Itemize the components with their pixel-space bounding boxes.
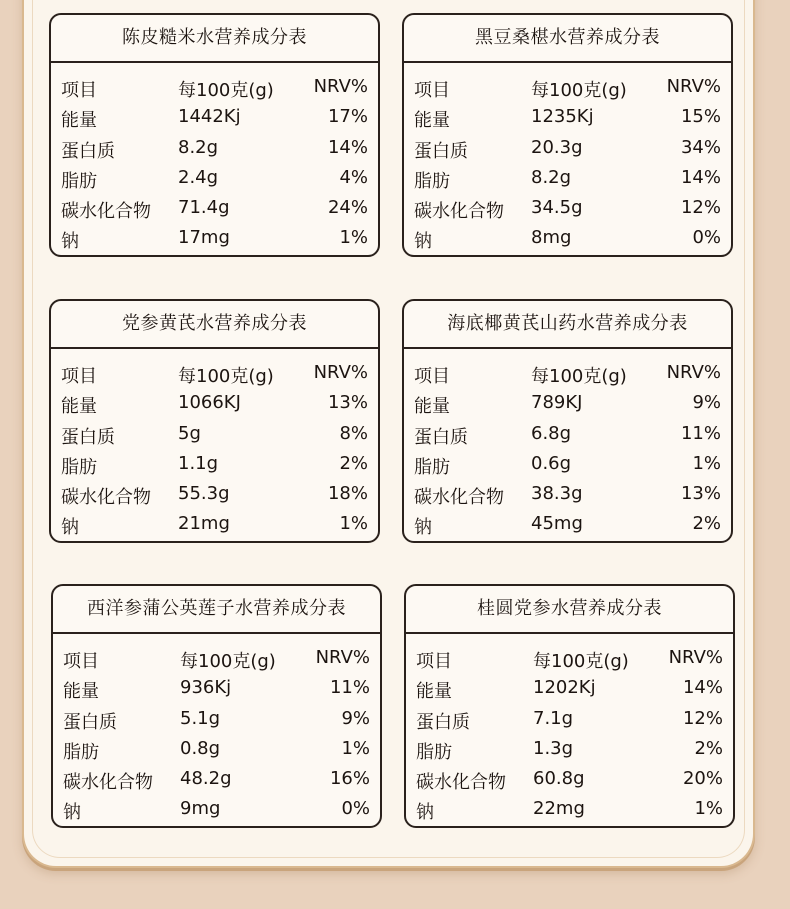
nutrient-name: 脂肪: [61, 170, 97, 192]
nutrient-name: 碳水化合物: [414, 201, 504, 223]
nrv-percent: 2%: [692, 513, 721, 535]
amount-per-100g: 936Kj: [180, 677, 232, 699]
amount-per-100g: 60.8g: [533, 768, 585, 790]
nrv-percent: 16%: [329, 768, 370, 790]
nrv-percent: NRV%: [313, 362, 368, 383]
nrv-percent: 4%: [339, 166, 368, 188]
nutrient-name: 碳水化合物: [61, 487, 151, 509]
nrv-percent: 13%: [327, 392, 368, 414]
nrv-percent: 17%: [327, 106, 368, 128]
table-row: [51, 133, 378, 163]
nrv-percent: NRV%: [315, 647, 370, 668]
amount-per-100g: 每100克(g): [180, 651, 276, 672]
nutrient-name: 蛋白质: [61, 140, 115, 162]
table-row: [53, 704, 380, 734]
amount-per-100g: 22mg: [533, 798, 585, 820]
table-row: [51, 449, 378, 479]
amount-per-100g: 45mg: [531, 513, 583, 535]
card-rows: [51, 63, 378, 254]
nrv-percent: 2%: [694, 737, 723, 759]
nrv-percent: 14%: [327, 136, 368, 158]
table-row: [404, 509, 731, 539]
nutrient-name: 碳水化合物: [63, 772, 153, 794]
nrv-percent: 8%: [339, 422, 368, 444]
table-row: [53, 794, 380, 824]
amount-per-100g: 7.1g: [533, 707, 574, 729]
amount-per-100g: 8.2g: [178, 136, 219, 158]
amount-per-100g: 每100克(g): [533, 651, 629, 672]
table-header-row: [404, 358, 731, 388]
nutrient-name: 钠: [414, 231, 432, 253]
amount-per-100g: 789KJ: [531, 392, 583, 414]
amount-per-100g: 0.8g: [180, 737, 221, 759]
nrv-percent: 34%: [680, 136, 721, 158]
table-header-row: [51, 72, 378, 102]
nutrient-name: 碳水化合物: [414, 487, 504, 509]
table-row: [404, 479, 731, 509]
nutrient-name: 项目: [63, 651, 99, 672]
amount-per-100g: 5.1g: [180, 707, 221, 729]
nutrient-name: 能量: [414, 396, 450, 418]
table-row: [51, 388, 378, 418]
nrv-percent: 20%: [682, 768, 723, 790]
nutrition-card: [402, 299, 733, 543]
amount-per-100g: 34.5g: [531, 197, 583, 219]
nrv-percent: 12%: [682, 707, 723, 729]
nrv-percent: NRV%: [313, 76, 368, 97]
amount-per-100g: 每100克(g): [531, 366, 627, 387]
nrv-percent: 13%: [680, 483, 721, 505]
table-row: [404, 163, 731, 193]
card-title: 桂圆党参水营养成分表: [406, 586, 733, 634]
nutrition-card: [402, 13, 733, 257]
nutrition-card: [51, 584, 382, 828]
amount-per-100g: 55.3g: [178, 483, 230, 505]
table-row: [406, 764, 733, 794]
nrv-percent: NRV%: [668, 647, 723, 668]
nrv-percent: 14%: [682, 677, 723, 699]
table-header-row: [53, 643, 380, 673]
nutrient-name: 项目: [61, 366, 97, 387]
nrv-percent: 1%: [694, 798, 723, 820]
amount-per-100g: 71.4g: [178, 197, 230, 219]
amount-per-100g: 每100克(g): [531, 80, 627, 101]
amount-per-100g: 21mg: [178, 513, 230, 535]
table-row: [53, 734, 380, 764]
table-row: [406, 673, 733, 703]
amount-per-100g: 5g: [178, 422, 201, 444]
amount-per-100g: 8.2g: [531, 166, 572, 188]
nutrient-name: 碳水化合物: [61, 201, 151, 223]
nrv-percent: 9%: [341, 707, 370, 729]
nutrient-name: 蛋白质: [63, 711, 117, 733]
nutrient-name: 项目: [61, 80, 97, 101]
nrv-percent: 2%: [339, 452, 368, 474]
nutrient-name: 脂肪: [414, 456, 450, 478]
table-row: [404, 388, 731, 418]
table-row: [404, 193, 731, 223]
table-row: [53, 673, 380, 703]
table-row: [404, 419, 731, 449]
nrv-percent: 0%: [341, 798, 370, 820]
table-row: [51, 479, 378, 509]
table-row: [51, 223, 378, 253]
nutrient-name: 能量: [414, 110, 450, 132]
nrv-percent: 14%: [680, 166, 721, 188]
nrv-percent: 1%: [692, 452, 721, 474]
nutrient-name: 项目: [414, 80, 450, 101]
table-row: [51, 163, 378, 193]
card-title: 陈皮糙米水营养成分表: [51, 15, 378, 63]
nutrient-name: 项目: [414, 366, 450, 387]
nutrient-name: 钠: [61, 517, 79, 539]
nutrition-card: [49, 13, 380, 257]
nutrient-name: 能量: [63, 681, 99, 703]
table-row: [51, 102, 378, 132]
table-header-row: [406, 643, 733, 673]
card-rows: [53, 634, 380, 825]
nutrient-name: 蛋白质: [61, 426, 115, 448]
nutrient-name: 能量: [416, 681, 452, 703]
nutrient-name: 钠: [61, 231, 79, 253]
amount-per-100g: 48.2g: [180, 768, 232, 790]
nutrient-name: 碳水化合物: [416, 772, 506, 794]
table-row: [51, 509, 378, 539]
nrv-percent: 24%: [327, 197, 368, 219]
nutrient-name: 项目: [416, 651, 452, 672]
nutrient-name: 脂肪: [416, 741, 452, 763]
nutrient-name: 蛋白质: [414, 140, 468, 162]
nrv-percent: 1%: [341, 737, 370, 759]
card-title: 黑豆桑椹水营养成分表: [404, 15, 731, 63]
table-row: [406, 734, 733, 764]
amount-per-100g: 17mg: [178, 227, 230, 249]
card-rows: [406, 634, 733, 825]
table-row: [406, 704, 733, 734]
card-rows: [404, 349, 731, 540]
nutrient-name: 能量: [61, 110, 97, 132]
amount-per-100g: 38.3g: [531, 483, 583, 505]
card-title: 西洋参蒲公英莲子水营养成分表: [53, 586, 380, 634]
nrv-percent: NRV%: [666, 76, 721, 97]
table-row: [404, 102, 731, 132]
nutrition-card: [404, 584, 735, 828]
nrv-percent: 18%: [327, 483, 368, 505]
table-row: [404, 449, 731, 479]
table-header-row: [51, 358, 378, 388]
amount-per-100g: 1235Kj: [531, 106, 594, 128]
nutrient-name: 能量: [61, 396, 97, 418]
card-title: 党参黄芪水营养成分表: [51, 301, 378, 349]
nrv-percent: NRV%: [666, 362, 721, 383]
nrv-percent: 1%: [339, 513, 368, 535]
nutrient-name: 脂肪: [61, 456, 97, 478]
amount-per-100g: 每100克(g): [178, 80, 274, 101]
table-header-row: [404, 72, 731, 102]
amount-per-100g: 2.4g: [178, 166, 219, 188]
table-row: [53, 764, 380, 794]
amount-per-100g: 8mg: [531, 227, 572, 249]
nutrient-name: 钠: [416, 802, 434, 824]
nrv-percent: 15%: [680, 106, 721, 128]
nutrient-name: 蛋白质: [416, 711, 470, 733]
nrv-percent: 1%: [339, 227, 368, 249]
amount-per-100g: 1202Kj: [533, 677, 596, 699]
amount-per-100g: 20.3g: [531, 136, 583, 158]
nrv-percent: 9%: [692, 392, 721, 414]
nutrient-name: 钠: [414, 517, 432, 539]
nutrient-name: 脂肪: [414, 170, 450, 192]
table-row: [404, 223, 731, 253]
table-row: [404, 133, 731, 163]
nutrient-name: 钠: [63, 802, 81, 824]
nutrition-card: [49, 299, 380, 543]
nrv-percent: 12%: [680, 197, 721, 219]
nutrient-name: 蛋白质: [414, 426, 468, 448]
card-rows: [404, 63, 731, 254]
amount-per-100g: 1.3g: [533, 737, 574, 759]
nrv-percent: 0%: [692, 227, 721, 249]
nrv-percent: 11%: [329, 677, 370, 699]
amount-per-100g: 0.6g: [531, 452, 572, 474]
amount-per-100g: 每100克(g): [178, 366, 274, 387]
amount-per-100g: 1442Kj: [178, 106, 241, 128]
amount-per-100g: 9mg: [180, 798, 221, 820]
amount-per-100g: 6.8g: [531, 422, 572, 444]
table-row: [51, 419, 378, 449]
nutrient-name: 脂肪: [63, 741, 99, 763]
table-row: [51, 193, 378, 223]
card-title: 海底椰黄芪山药水营养成分表: [404, 301, 731, 349]
amount-per-100g: 1066KJ: [178, 392, 241, 414]
amount-per-100g: 1.1g: [178, 452, 219, 474]
card-rows: [51, 349, 378, 540]
nrv-percent: 11%: [680, 422, 721, 444]
table-row: [406, 794, 733, 824]
